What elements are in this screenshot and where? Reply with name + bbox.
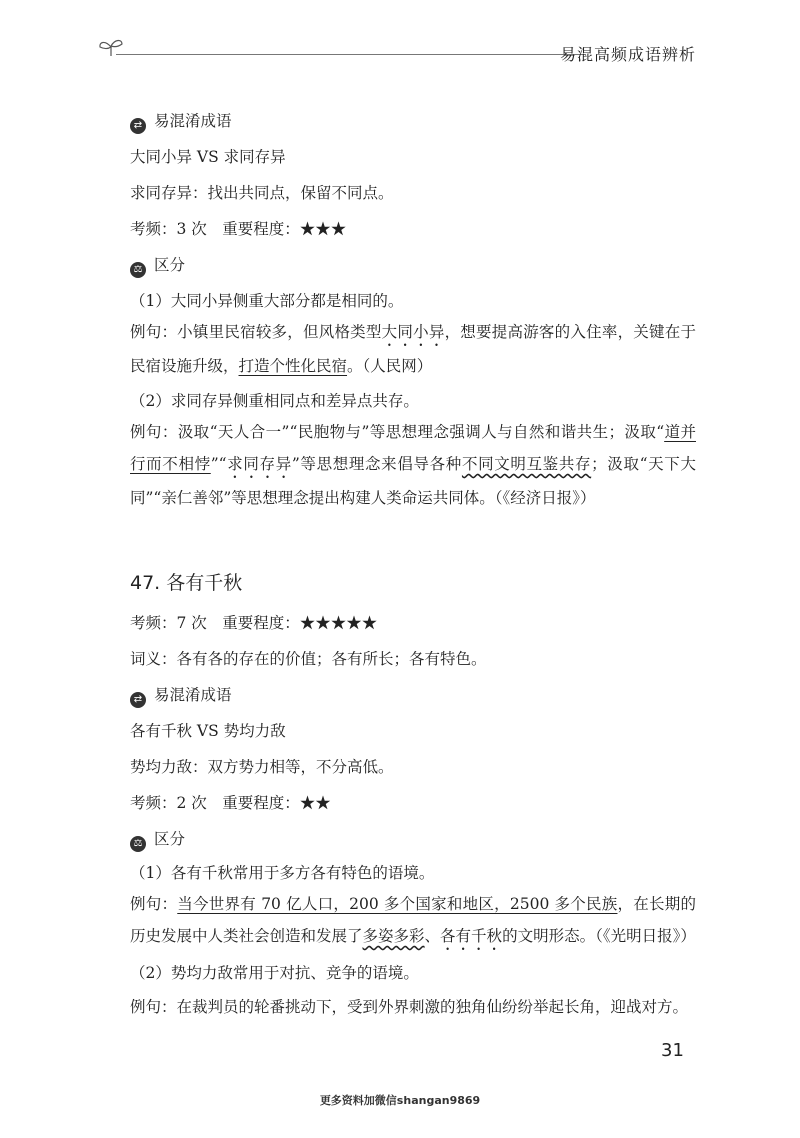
confusable-heading-2: ⇄ 易混淆成语 [130, 684, 232, 708]
swap-icon: ⇄ [130, 692, 146, 708]
underlined-phrase: 当今世界有 70 亿人口，200 多个国家和地区，2500 多个民族 [177, 895, 618, 913]
swap-icon: ⇄ [130, 118, 146, 134]
example-2-1: 例句：当今世界有 70 亿人口，200 多个国家和地区，2500 多个民族，在长期的历史发展中人类社会创造和发展了多姿多彩、各有千秋的文明形态。（《光明日报》） [130, 895, 696, 945]
entry-frequency: 考频：7 次 重要程度：★★★★★ [130, 614, 378, 632]
emphasized-idiom: 各有千秋 [440, 927, 503, 945]
distinction-heading-2: ⚖ 区分 [130, 828, 185, 852]
point-2-1: （1）各有千秋常用于多方各有特色的语境。 [130, 864, 435, 882]
frequency-2: 考频：2 次 重要程度：★★ [130, 794, 331, 812]
header-rule [116, 54, 586, 55]
page-number: 31 [661, 1040, 684, 1061]
wavy-phrase: 多姿多彩 [362, 927, 425, 945]
underlined-phrase: 道并行而不相悖 [130, 423, 696, 473]
running-header [96, 36, 700, 72]
distinction-heading-1: ⚖ 区分 [130, 254, 185, 278]
entry-meaning: 词义：各有各的存在的价值；各有所长；各有特色。 [130, 650, 487, 668]
emphasized-idiom: 求同存异 [226, 455, 292, 473]
definition-1: 求同存异：找出共同点，保留不同点。 [130, 184, 394, 202]
compare-icon: ⚖ [130, 836, 146, 852]
emphasized-idiom: 大同小异 [381, 323, 445, 341]
confusable-heading-1: ⇄ 易混淆成语 [130, 110, 232, 134]
point-1-1: （1）大同小异侧重大部分都是相同的。 [130, 292, 404, 310]
entry-title: 47. 各有千秋 [130, 572, 243, 594]
footer-note: 更多资料加微信shangan9869 [319, 1094, 481, 1107]
idiom-pair-1: 大同小异 VS 求同存异 [130, 148, 286, 166]
idiom-pair-2: 各有千秋 VS 势均力敌 [130, 722, 286, 740]
frequency-1: 考频：3 次 重要程度：★★★ [130, 220, 347, 238]
example-2-2: 例句：在裁判员的轮番挑动下，受到外界刺激的独角仙纷纷举起长角，迎战对方。 [130, 998, 689, 1016]
example-1-2: 例句：汲取“天人合一”“民胞物与”等思想理念强调人与自然和谐共生；汲取“道并行而不相悖”“求同存异”等思想理念来倡导各种不同文明互鉴共存；汲取“天下大同”“亲仁善邻”等思想理念提出构建人类命运共同体。（《经济日报》） [130, 423, 696, 507]
definition-2: 势均力敌：双方势力相等，不分高低。 [130, 758, 394, 776]
point-1-2: （2）求同存异侧重相同点和差异点共存。 [130, 392, 419, 410]
underlined-phrase: 打造个性化民宿 [238, 357, 348, 375]
point-2-2: （2）势均力敌常用于对抗、竞争的语境。 [130, 964, 419, 982]
compare-icon: ⚖ [130, 262, 146, 278]
wavy-phrase: 不同文明互鉴共存 [461, 455, 592, 473]
example-1-1: 例句：小镇里民宿较多，但风格类型大同小异，想要提高游客的入住率，关键在于民宿设施升级，打造个性化民宿。（人民网） [130, 323, 696, 375]
header-title: 易混高频成语辨析 [559, 45, 696, 64]
